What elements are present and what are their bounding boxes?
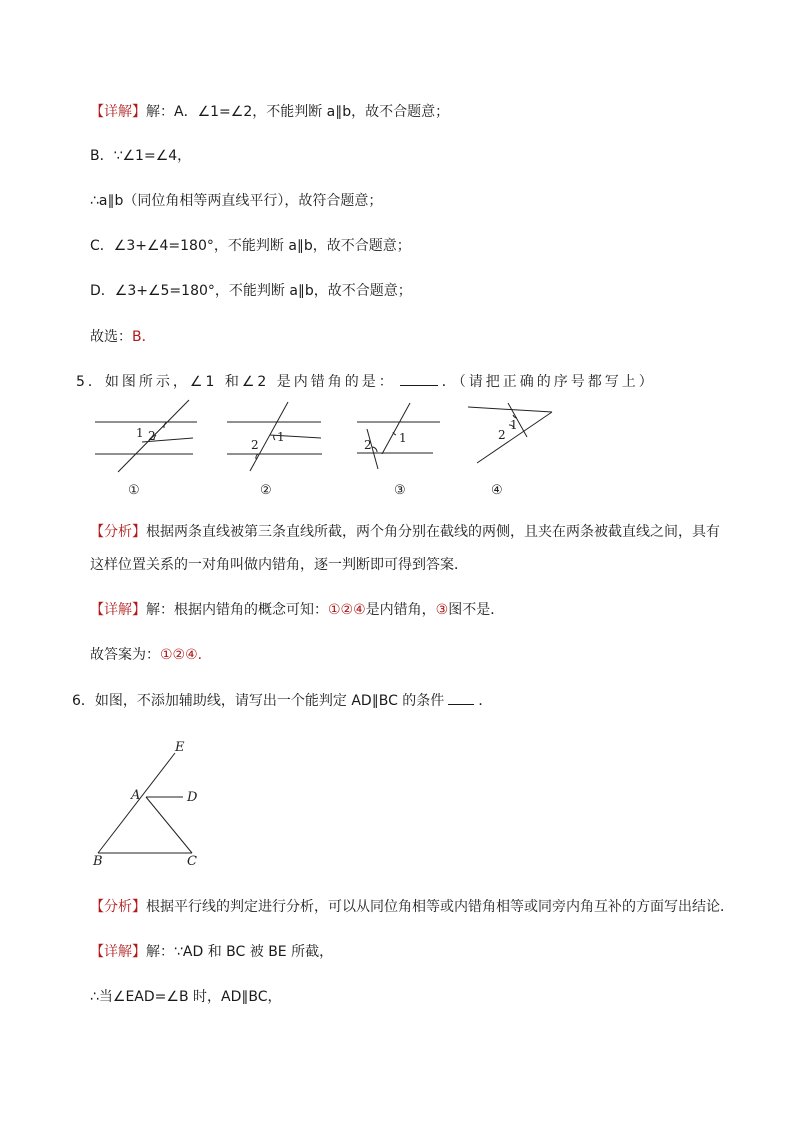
q4-option-d-text: D．∠3+∠5=180°，不能判断 a∥b，故不合题意； — [90, 283, 412, 299]
q4-answer — [90, 327, 156, 347]
q5-detail-text-a: 解：根据内错角的概念可知： — [146, 602, 328, 618]
detail-bracket: 【详解】 — [90, 104, 146, 120]
figure-3-label: ③ — [394, 483, 406, 498]
figure-1-label: ① — [128, 483, 140, 498]
q5-answer — [90, 645, 212, 665]
detail-bracket: 【详解】 — [90, 602, 146, 618]
q5-analysis-line-1 — [90, 522, 720, 542]
q5-stem-tail: ．（请把正确的序号都写上） — [441, 374, 656, 390]
detail-bracket: 【详解】 — [90, 944, 146, 960]
q5-detail-line — [90, 600, 504, 620]
q6-analysis-text: 根据平行线的判定进行分析，可以从同位角相等或内错角相等或同旁内角互补的方面写出结论． — [146, 899, 734, 915]
transversal — [382, 403, 410, 454]
angle-1-arc — [393, 432, 396, 435]
answer-value: ①②④． — [160, 647, 212, 663]
q6-figure — [85, 735, 225, 870]
point-a-label: A — [131, 788, 141, 803]
angle-1-label: 1 — [277, 430, 285, 444]
angle-2-label: 2 — [251, 438, 259, 452]
q6-analysis-line — [90, 897, 734, 917]
line-be — [98, 753, 175, 853]
figure-2-label: ② — [260, 483, 272, 498]
q5-detail-red-1: ①②④ — [328, 602, 366, 618]
answer-value: B． — [132, 329, 156, 345]
figure-2 — [227, 402, 322, 498]
angle-1-label: 1 — [399, 431, 407, 445]
angle-2-label: 2 — [364, 438, 372, 452]
figure-3 — [357, 403, 440, 498]
q4-detail-line-a — [90, 102, 449, 122]
q6-stem-tail: ． — [478, 693, 493, 709]
q6-detail-line-2: ∴当∠EAD=∠B 时，AD∥BC， — [90, 989, 282, 1005]
figure-1 — [95, 400, 197, 498]
q5-figures — [80, 395, 560, 505]
answer-prefix: 故选： — [90, 329, 132, 345]
answer-blank — [400, 371, 438, 386]
q5-detail-text-b: 是内错角， — [365, 602, 436, 618]
q4-option-b-conclusion: ∴a∥b（同位角相等两直线平行），故符合题意； — [90, 193, 383, 209]
q4-option-c-text: C．∠3+∠4=180°，不能判断 a∥b，故不合题意； — [90, 238, 411, 254]
point-c-label: C — [187, 854, 197, 869]
point-d-label: D — [187, 790, 198, 805]
analysis-bracket: 【分析】 — [90, 899, 146, 915]
q5-analysis-line-2: 这样位置关系的一对角叫做内错角，逐一判断即可得到答案． — [90, 557, 468, 573]
q5-stem-text: 5．如图所示，∠1 和∠2 是内错角的是： — [76, 374, 396, 390]
angle-2-label: 2 — [498, 428, 506, 442]
figure-4 — [468, 403, 552, 498]
angle-2-label: 2 — [148, 429, 156, 443]
answer-prefix: 故答案为： — [90, 647, 160, 663]
q5-analysis-text-1: 根据两条直线被第三条直线所截，两个角分别在截线的两侧，且夹在两条被截直线之间，具有 — [146, 524, 720, 540]
angle-1-label: 1 — [136, 426, 144, 440]
q5-detail-red-2: ③ — [435, 602, 449, 618]
q6-stem-text: 6．如图，不添加辅助线，请写出一个能判定 AD∥BC 的条件 — [72, 693, 445, 709]
figure-4-label: ④ — [491, 483, 503, 498]
q6-detail-line-1 — [90, 942, 333, 962]
point-b-label: B — [93, 854, 103, 869]
q5-stem — [76, 371, 656, 392]
angle-1-label: 1 — [510, 418, 518, 432]
q6-stem — [72, 690, 492, 711]
q5-detail-text-c: 图不是． — [448, 602, 505, 618]
q4-option-a-text: 解：A．∠1=∠2，不能判断 a∥b，故不合题意； — [146, 104, 450, 120]
line-top — [468, 407, 552, 412]
analysis-bracket: 【分析】 — [90, 524, 146, 540]
point-e-label: E — [175, 740, 185, 755]
answer-blank — [448, 690, 474, 705]
q4-option-b-text: B．∵∠1=∠4， — [90, 148, 192, 164]
q6-detail-text-1: 解：∵AD 和 BC 被 BE 所截， — [146, 944, 334, 960]
segment-ac — [146, 797, 192, 853]
